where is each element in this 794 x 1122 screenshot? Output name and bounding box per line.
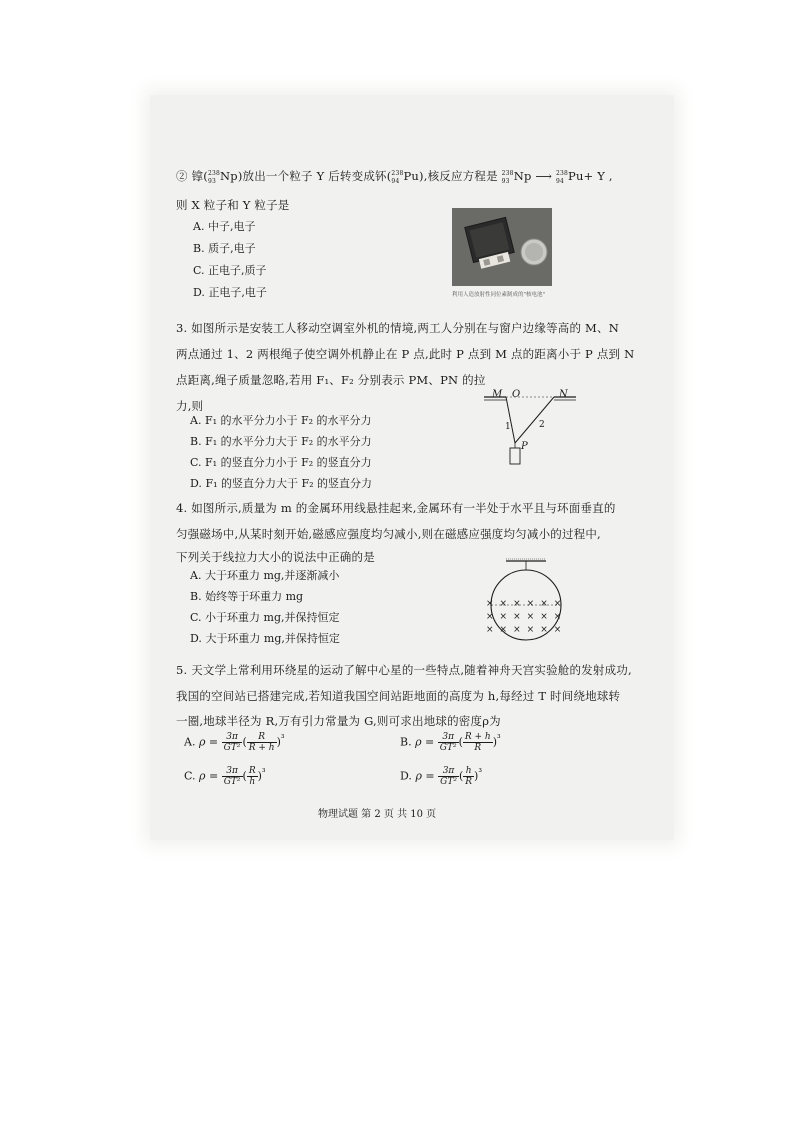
q5-line-3: 一圈,地球半径为 R,万有引力常量为 G,则可求出地球的密度ρ为 — [176, 714, 501, 728]
q4-line-1: 4. 如图所示,质量为 m 的金属环用线悬挂起来,金属环有一半处于水平且与环面垂直的 — [176, 501, 616, 515]
page-footer: 物理试题 第 2 页 共 10 页 — [318, 809, 437, 820]
label-n: N — [559, 389, 568, 400]
q5-option-a: A. ρ = $\frac{3\pi}{\text{GT²}}$ ( $\frac{R}{R + h}$ )$^{^3}$ — [184, 732, 285, 753]
q2-option-c: C. 正电子,质子 — [193, 264, 267, 277]
q5-option-b: B. ρ = $\frac{3\pi}{\text{GT²}}$ ( $\frac{R + h}{R}$ )$^{^3}$ — [400, 732, 501, 753]
q4-line-3: 下列关于线拉力大小的说法中正确的是 — [176, 550, 375, 564]
q5-option-d: D. ρ = $\frac{3\pi}{\text{GT²}}$ ( $\frac{h}{R}$ )$^{^3}$ — [400, 766, 482, 787]
label-p: P — [521, 441, 528, 452]
q3-option-d: D. F₁ 的竖直分力大于 F₂ 的竖直分力 — [190, 477, 373, 490]
label-o: O — [512, 389, 521, 400]
q5-line-1: 5. 天文学上常利用环绕星的运动了解中心星的一些特点,随着神舟天宫实验舱的发射成功, — [176, 663, 632, 677]
magnetic-field-marks: ×××××× ×××××× ×××××× — [486, 599, 568, 635]
ac-unit — [510, 448, 520, 464]
label-m: M — [492, 389, 503, 400]
q4-line-2: 匀强磁场中,从某时刻开始,磁感应强度均匀减小,则在磁感应强度均匀减小的过程中, — [176, 527, 601, 541]
nuclear-battery-photo — [452, 208, 552, 286]
label-rope-2: 2 — [539, 420, 545, 430]
q3-option-c: C. F₁ 的竖直分力小于 F₂ 的竖直分力 — [190, 456, 372, 469]
q3-line-1: 3. 如图所示是安装工人移动空调室外机的情境,两工人分别在与窗户边缘等高的 M、N — [176, 321, 619, 335]
rope-2 — [515, 397, 554, 443]
q3-option-b: B. F₁ 的水平分力大于 F₂ 的水平分力 — [190, 435, 372, 448]
q5-option-c: C. ρ = $\frac{3\pi}{\text{GT²}}$ ( $\frac{R}{h}$ )$^{^3}$ — [184, 766, 266, 787]
photo-caption: 利用人造放射性同位素制成的"核电池" — [452, 292, 546, 298]
q5-line-2: 我国的空间站已搭建完成,若知道我国空间站距地面的高度为 h,每经过 T 时间绕地球转 — [176, 689, 621, 703]
q2-nuclear-line: ② 镎($^{238}$ 93 Np)放出一个粒子 Y 后转变成钚($^{238}$ 94 Pu),核反应方程是 $^{238}$ 93 Np ⟶ $^{238}$ 94 Pu+ Y , — [176, 169, 613, 185]
q2-question: 则 X 粒子和 Y 粒子是 — [176, 198, 290, 212]
rope-1 — [506, 397, 515, 443]
eq-np-sup: 238 — [501, 170, 514, 178]
q4-option-b: B. 始终等于环重力 mg — [190, 590, 304, 603]
q2-option-b: B. 质子,电子 — [193, 242, 256, 255]
q3-option-a: A. F₁ 的水平分力小于 F₂ 的水平分力 — [190, 414, 372, 427]
q3-rope-diagram — [478, 385, 578, 485]
q4-option-d: D. 大于环重力 mg,并保持恒定 — [190, 632, 340, 645]
q4-option-a: A. 大于环重力 mg,并逐渐减小 — [190, 569, 340, 582]
q3-line-2: 两点通过 1、2 两根绳子使空调外机静止在 P 点,此时 P 点到 M 点的距离小于 P 点到 N — [176, 347, 635, 361]
q2-option-a: A. 中子,电子 — [193, 220, 256, 233]
q4-option-c: C. 小于环重力 mg,并保持恒定 — [190, 611, 340, 624]
q3-line-4: 力,则 — [176, 399, 204, 413]
q3-line-3: 点距离,绳子质量忽略,若用 F₁、F₂ 分别表示 PM、PN 的拉 — [176, 373, 486, 387]
q2-option-d: D. 正电子,电子 — [193, 286, 267, 299]
label-rope-1: 1 — [505, 422, 511, 432]
